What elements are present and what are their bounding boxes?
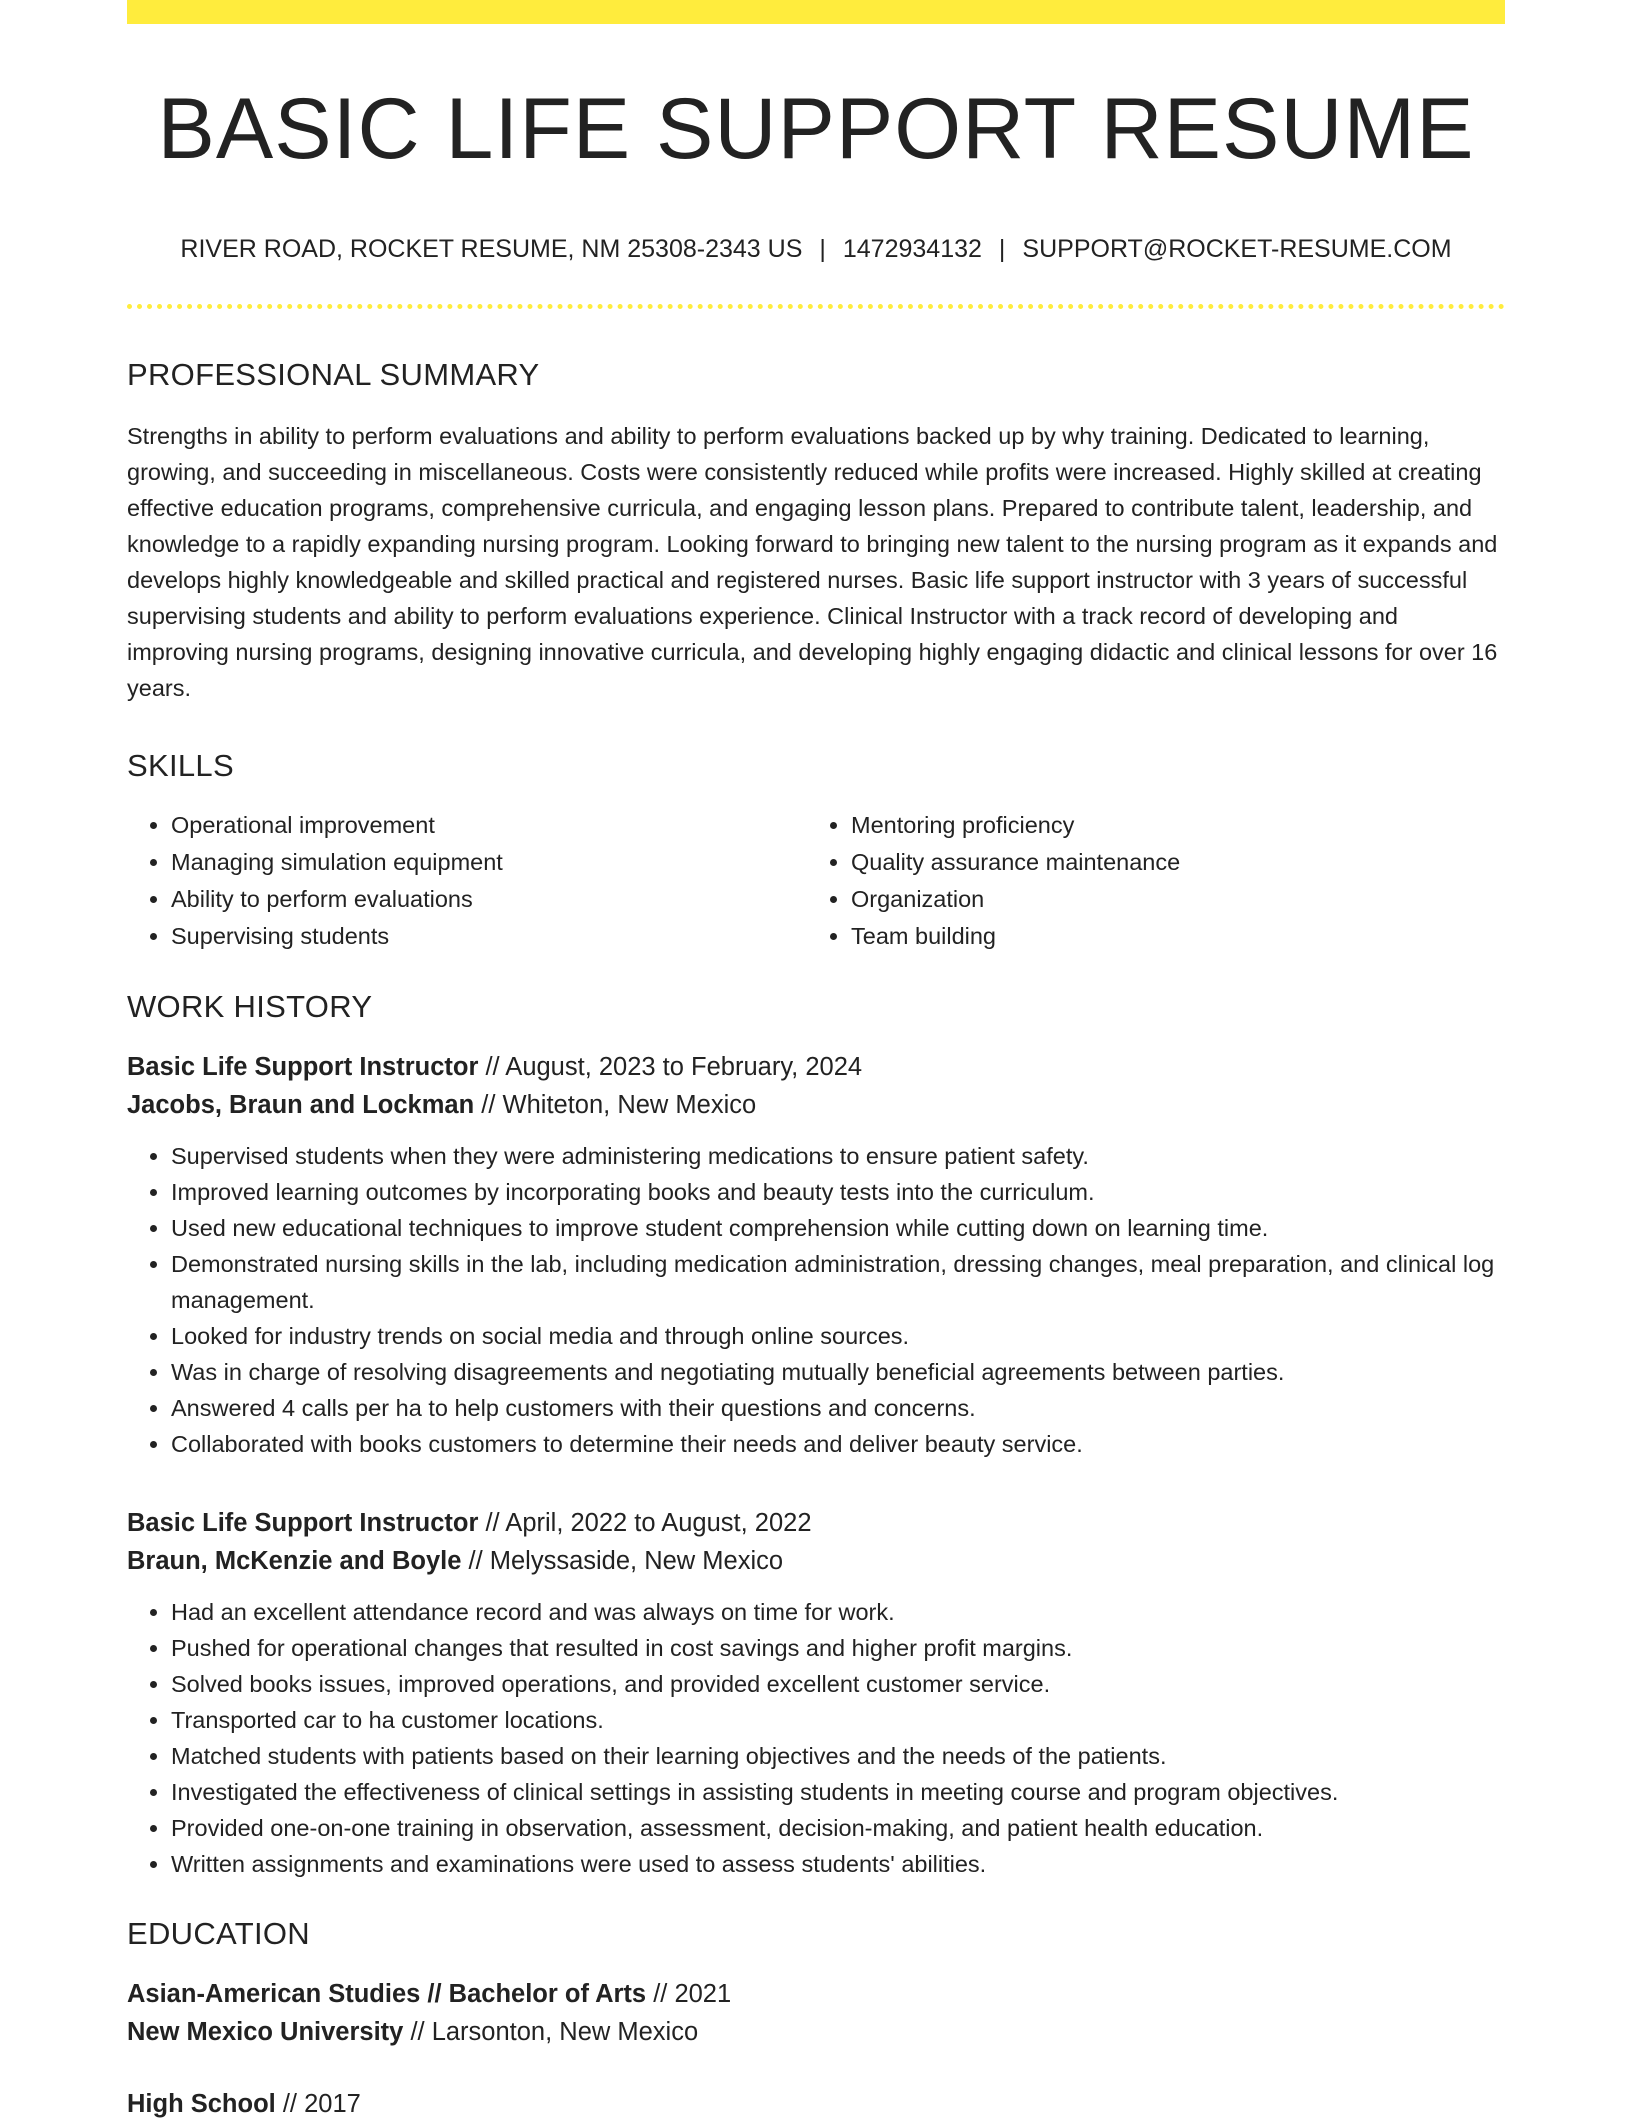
skill-item: • Quality assurance maintenance [851, 844, 1487, 881]
job-bullet: • Demonstrated nursing skills in the lab, including medication administration, dressing changes, meal preparation, and clinical log management. [171, 1246, 1505, 1318]
education-school: New Mexico University [127, 2018, 404, 2046]
job-bullets [127, 1594, 1505, 1882]
education-year: // 2017 [275, 2090, 361, 2118]
education-entry [127, 2085, 1505, 2123]
job-role: Basic Life Support Instructor [127, 1053, 479, 1081]
job-location: // Melyssaside, New Mexico [461, 1547, 784, 1575]
job-bullet: • Written assignments and examinations were used to assess students' abilities. [171, 1846, 1505, 1882]
job-company: Braun, McKenzie and Boyle [127, 1547, 462, 1575]
job-role-line [127, 1504, 1505, 1542]
skill-item: • Organization [851, 881, 1487, 918]
job-dates: // August, 2023 to February, 2024 [478, 1053, 863, 1081]
education-heading: EDUCATION [127, 1916, 310, 1951]
dotted-divider [127, 304, 1505, 309]
education-degree-line [127, 2085, 1505, 2123]
resume-title: BASIC LIFE SUPPORT RESUME [157, 81, 1475, 177]
job-bullet: • Looked for industry trends on social media and through online sources. [171, 1318, 1505, 1354]
skill-item: • Operational improvement [171, 807, 807, 844]
job-bullet: • Had an excellent attendance record and was always on time for work. [171, 1594, 1505, 1630]
job-bullet: • Collaborated with books customers to determine their needs and deliver beauty service. [171, 1426, 1505, 1462]
skills-column-right [807, 807, 1487, 955]
skills-list [127, 807, 1505, 955]
job-company-line [127, 1086, 1505, 1124]
contact-email: SUPPORT@ROCKET-RESUME.COM [1022, 235, 1452, 263]
education-entry [127, 1975, 1505, 2051]
skill-item: • Managing simulation equipment [171, 844, 807, 881]
skills-heading: SKILLS [127, 748, 234, 783]
job-bullet: • Supervised students when they were administering medications to ensure patient safety. [171, 1138, 1505, 1174]
job-entry [127, 1048, 1505, 1462]
job-bullets [127, 1138, 1505, 1462]
job-company-line [127, 1542, 1505, 1580]
job-bullet: • Used new educational techniques to improve student comprehension while cutting down on learning time. [171, 1210, 1505, 1246]
education-school-line [127, 2013, 1505, 2051]
skills-column-left [127, 807, 807, 955]
job-bullet: • Solved books issues, improved operations, and provided excellent customer service. [171, 1666, 1505, 1702]
contact-separator: | [998, 235, 1006, 263]
skill-item: • Ability to perform evaluations [171, 881, 807, 918]
job-bullet: • Improved learning outcomes by incorporating books and beauty tests into the curriculum. [171, 1174, 1505, 1210]
job-bullet: • Matched students with patients based on their learning objectives and the needs of the patients. [171, 1738, 1505, 1774]
job-role: Basic Life Support Instructor [127, 1509, 479, 1537]
contact-separator: | [819, 235, 826, 263]
job-bullet: • Investigated the effectiveness of clinical settings in assisting students in meeting course and program objectives. [171, 1774, 1505, 1810]
job-bullet: • Provided one-on-one training in observation, assessment, decision-making, and patient health education. [171, 1810, 1505, 1846]
job-bullet: • Pushed for operational changes that resulted in cost savings and higher profit margins. [171, 1630, 1505, 1666]
job-entry [127, 1504, 1505, 1882]
skill-item: • Team building [851, 918, 1487, 955]
job-role-line [127, 1048, 1505, 1086]
education-degree: High School [127, 2090, 276, 2118]
education-degree: Asian-American Studies // Bachelor of Arts [127, 1980, 647, 2008]
job-bullet: • Answered 4 calls per ha to help customers with their questions and concerns. [171, 1390, 1505, 1426]
job-company: Jacobs, Braun and Lockman [127, 1091, 475, 1119]
education-location: // Larsonton, New Mexico [403, 2018, 699, 2046]
contact-phone: 1472934132 [842, 235, 982, 263]
skill-item: • Supervising students [171, 918, 807, 955]
contact-line [127, 234, 1505, 264]
skill-item: • Mentoring proficiency [851, 807, 1487, 844]
job-bullet: • Transported car to ha customer locations. [171, 1702, 1505, 1738]
education-degree-line [127, 1975, 1505, 2013]
job-location: // Whiteton, New Mexico [474, 1091, 757, 1119]
contact-address: RIVER ROAD, ROCKET RESUME, NM 25308-2343 US [180, 235, 803, 263]
accent-bar [127, 0, 1505, 24]
summary-heading: PROFESSIONAL SUMMARY [127, 357, 540, 392]
work-history-heading: WORK HISTORY [127, 989, 373, 1024]
job-dates: // April, 2022 to August, 2022 [478, 1509, 812, 1537]
education-year: // 2021 [646, 1980, 732, 2008]
resume-page [127, 0, 1505, 2123]
job-bullet: • Was in charge of resolving disagreements and negotiating mutually beneficial agreements between parties. [171, 1354, 1505, 1390]
summary-text: Strengths in ability to perform evaluations and ability to perform evaluations backed up by why training. Dedicated to learning, growing, and succeeding in miscellaneous. Costs were consistently reduced while profits were increased. Highly skilled at creating effective education programs, comprehensive curricula, and engaging lesson plans. Prepared to contribute talent, leadership, and knowledge to a rapidly expanding nursing program. Looking forward to bringing new talent to the nursing program as it expands and develops highly knowledgeable and skilled practical and registered nurses. Basic life support instructor with 3 years of successful supervising students and ability to perform evaluations experience. Clinical Instructor with a track record of developing and improving nursing programs, designing innovative curricula, and developing highly engaging didactic and clinical lessons for over 16 years. [127, 423, 1498, 701]
